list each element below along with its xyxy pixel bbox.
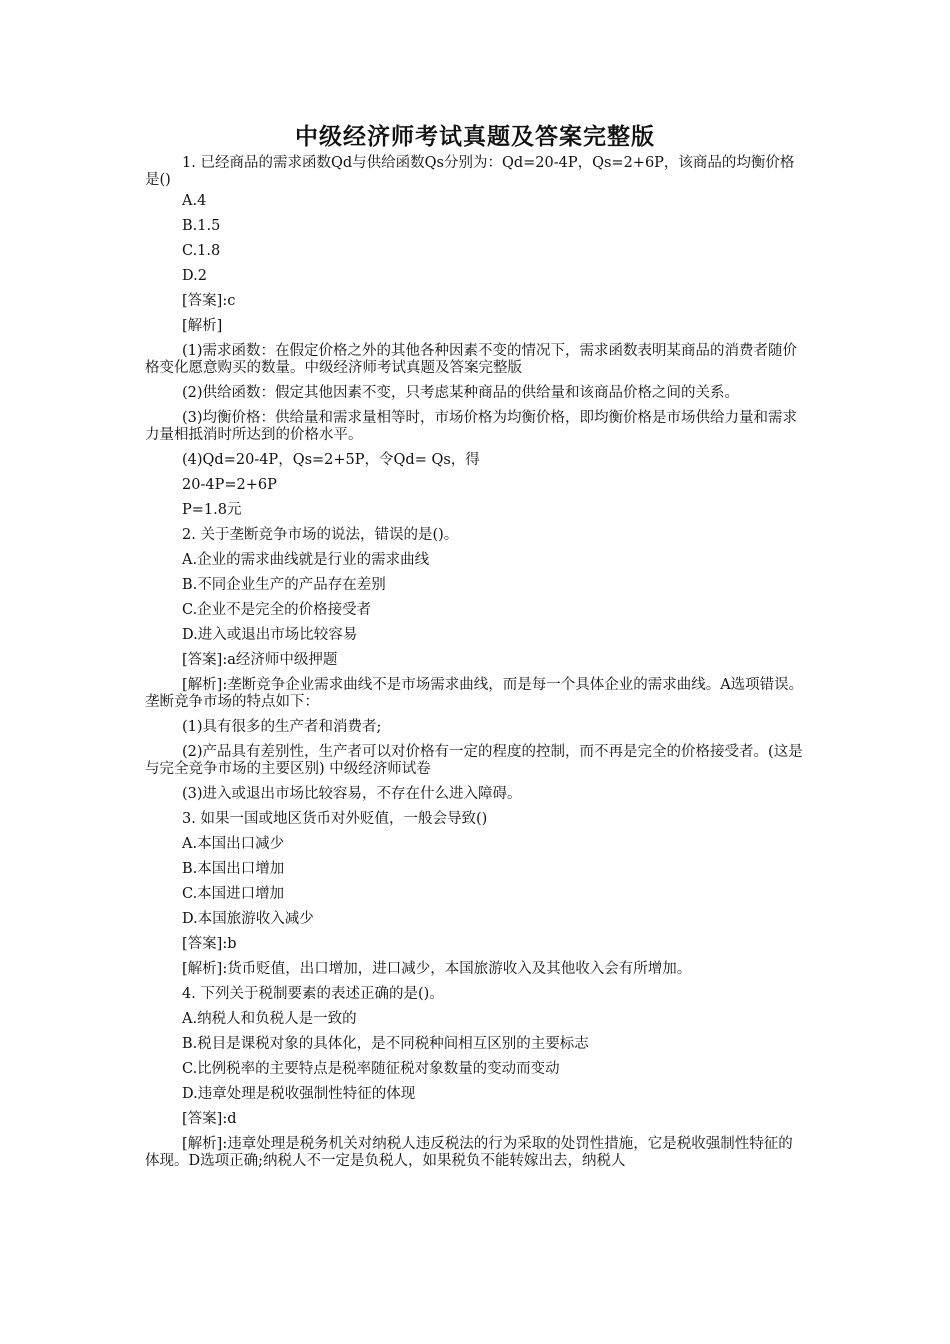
option: B.税目是课税对象的具体化，是不同税种间相互区别的主要标志 [182, 1036, 589, 1052]
paragraph: (2)产品具有差别性，生产者可以对价格有一定的程度的控制，而不再是完全的价格接受者。(这是与完全竞争市场的主要区别) 中级经济师试卷 [145, 744, 803, 777]
paragraph: [解析]:违章处理是税务机关对纳税人违反税法的行为采取的处罚性措施，它是税收强制性特征的体现。D选项正确;纳税人不一定是负税人，如果税负不能转嫁出去，纳税人 [145, 1136, 793, 1169]
answer: [答案]:d [182, 1111, 237, 1127]
document-title: 中级经济师考试真题及答案完整版 [295, 124, 655, 150]
paragraph: (3)均衡价格：供给量和需求量相等时，市场价格为均衡价格，即均衡价格是市场供给力量和需求力量相抵消时所达到的价格水平。 [145, 410, 798, 443]
option: D.本国旅游收入减少 [182, 911, 314, 927]
option: B.1.5 [182, 218, 221, 234]
option: D.违章处理是税收强制性特征的体现 [182, 1086, 416, 1102]
analysis-heading: [解析] [182, 318, 223, 334]
question: 3. 如果一国或地区货币对外贬值，一般会导致() [182, 811, 488, 827]
question: 4. 下列关于税制要素的表述正确的是()。 [182, 986, 444, 1002]
option: C.比例税率的主要特点是税率随征税对象数量的变动而变动 [182, 1061, 560, 1077]
paragraph: (1)需求函数：在假定价格之外的其他各种因素不变的情况下，需求函数表明某商品的消费者随价格变化愿意购买的数量。中级经济师考试真题及答案完整版 [145, 343, 798, 376]
paragraph: [解析]:垄断竞争企业需求曲线不是市场需求曲线，而是每一个具体企业的需求曲线。A选项错误。垄断竞争市场的特点如下： [145, 677, 804, 710]
option: A.本国出口减少 [182, 836, 285, 852]
paragraph: 1. 已经商品的需求函数Qd与供给函数Qs分别为：Qd=20-4P，Qs=2+6P，该商品的均衡价格是() [145, 155, 795, 188]
paragraph: 20-4P=2+6P [182, 477, 277, 493]
paragraph: [解析]:货币贬值，出口增加，进口减少，本国旅游收入及其他收入会有所增加。 [182, 961, 692, 977]
paragraph: (4)Qd=20-4P，Qs=2+5P，令Qd= Qs，得 [182, 452, 480, 468]
paragraph: P=1.8元 [182, 502, 242, 518]
answer: [答案]:a经济师中级押题 [182, 652, 338, 668]
answer: [答案]:b [182, 936, 237, 952]
paragraph: (3)进入或退出市场比较容易，不存在什么进入障碍。 [182, 786, 522, 802]
document-page [145, 118, 805, 1178]
paragraph: (1)具有很多的生产者和消费者; [182, 719, 382, 735]
option: D.进入或退出市场比较容易 [182, 627, 358, 643]
option: A.4 [182, 193, 207, 209]
option: C.企业不是完全的价格接受者 [182, 602, 372, 618]
question: 2. 关于垄断竞争市场的说法，错误的是()。 [182, 527, 459, 543]
option: C.1.8 [182, 243, 221, 259]
paragraph: (2)供给函数：假定其他因素不变，只考虑某种商品的供给量和该商品价格之间的关系。 [182, 385, 740, 401]
option: B.本国出口增加 [182, 861, 285, 877]
option: C.本国进口增加 [182, 886, 285, 902]
document-body [145, 155, 805, 1170]
answer: [答案]:c [182, 293, 236, 309]
option: A.纳税人和负税人是一致的 [182, 1011, 357, 1027]
option: A.企业的需求曲线就是行业的需求曲线 [182, 552, 430, 568]
option: B.不同企业生产的产品存在差别 [182, 577, 386, 593]
option: D.2 [182, 268, 207, 284]
